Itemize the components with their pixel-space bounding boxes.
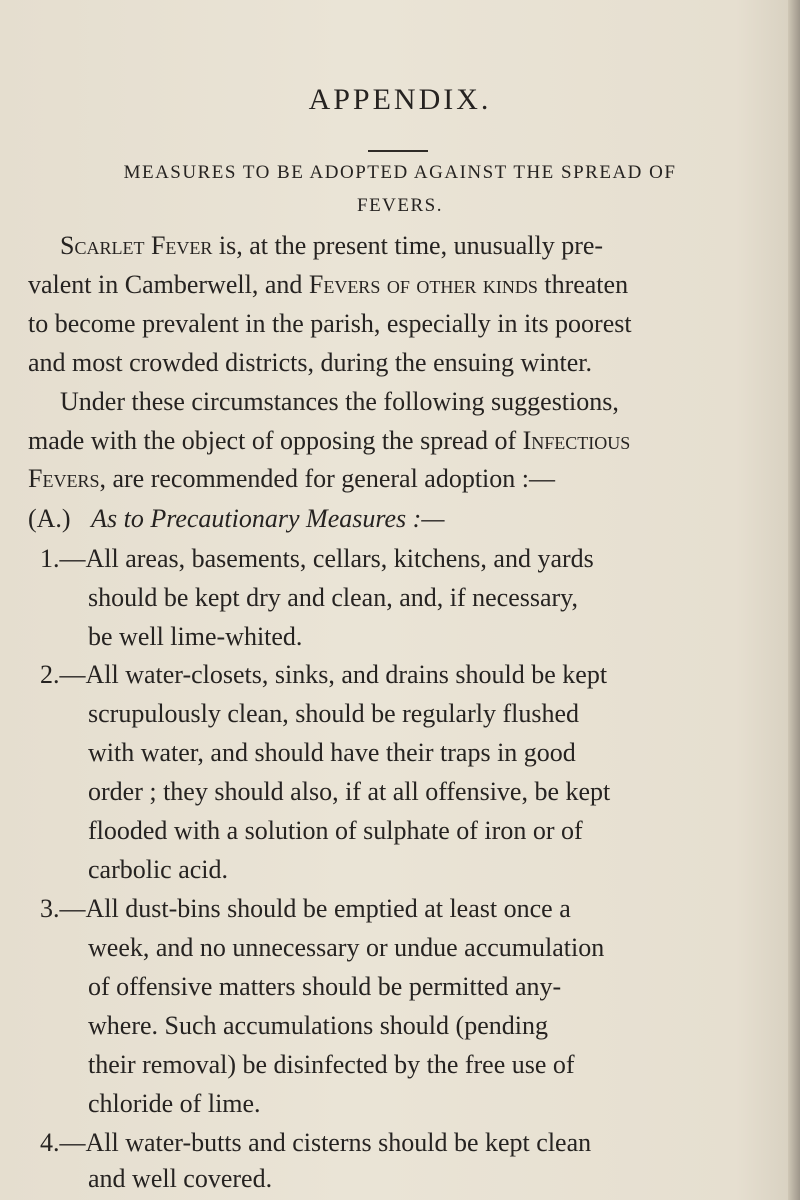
item-2-line-6: carbolic acid.: [88, 855, 229, 884]
item-3-line-4: where. Such accumulations should (pending: [88, 1011, 548, 1040]
item-4-line-2: and well covered.: [88, 1164, 273, 1193]
intro-p2-line-2: [28, 425, 630, 456]
item-2-line-5: flooded with a solution of sulphate of iron or of: [88, 816, 583, 845]
intro-p2-line-3: [28, 463, 555, 494]
infectious-term: Infectious: [522, 426, 631, 455]
fevers-term: Fevers: [28, 464, 100, 493]
title-rule: [368, 150, 428, 152]
item-2-line-1: 2.—All water-closets, sinks, and drains should be kept: [40, 660, 608, 689]
item-3-line-1: 3.—All dust-bins should be emptied at least once a: [40, 894, 571, 923]
subtitle-line-1: MEASURES TO BE ADOPTED AGAINST THE SPREAD OF: [123, 162, 677, 183]
item-1-line-3: be well lime-whited.: [88, 622, 303, 651]
intro-p2-line-3-text: , are recommended for general adoption :—: [99, 464, 556, 493]
item-3-line-6: chloride of lime.: [88, 1089, 261, 1118]
intro-line-4: and most crowded districts, during the ensuing winter.: [28, 348, 592, 377]
item-3-line-5: their removal) be disinfected by the free use of: [88, 1050, 575, 1079]
intro-p2-line-2-text: made with the object of opposing the spread of: [28, 426, 523, 455]
item-1-line-2: should be kept dry and clean, and, if necessary,: [88, 583, 578, 612]
intro-line-1-text: is, at the present time, unusually pre-: [212, 231, 604, 260]
item-2-line-2: scrupulously clean, should be regularly flushed: [88, 699, 579, 728]
section-a-label: (A.): [28, 504, 71, 533]
appendix-title: APPENDIX.: [308, 83, 492, 116]
section-a-title: As to Precautionary Measures :—: [91, 504, 445, 533]
scarlet-fever-term: Scarlet Fever: [60, 231, 213, 260]
item-3-line-2: week, and no unnecessary or undue accumulation: [88, 933, 605, 962]
item-2-line-3: with water, and should have their traps in good: [88, 738, 576, 767]
intro-line-1: [60, 230, 603, 261]
intro-line-3: to become prevalent in the parish, especially in its poorest: [28, 309, 632, 338]
intro-line-2-text-b: threaten: [537, 270, 629, 299]
intro-p2-line-1: Under these circumstances the following suggestions,: [60, 387, 619, 416]
item-2-line-4: order ; they should also, if at all offensive, be kept: [88, 777, 611, 806]
intro-line-2: [28, 269, 628, 300]
section-a-heading: [28, 503, 444, 534]
item-1-line-1: 1.—All areas, basements, cellars, kitchens, and yards: [40, 544, 594, 573]
subtitle-line-2: FEVERS.: [357, 195, 443, 216]
item-4-line-1: 4.—All water-butts and cisterns should be kept clean: [40, 1128, 592, 1157]
intro-line-2-text-a: valent in Camberwell, and: [28, 270, 309, 299]
item-3-line-3: of offensive matters should be permitted any-: [88, 972, 562, 1001]
other-fevers-term: Fevers of other kinds: [308, 270, 538, 299]
